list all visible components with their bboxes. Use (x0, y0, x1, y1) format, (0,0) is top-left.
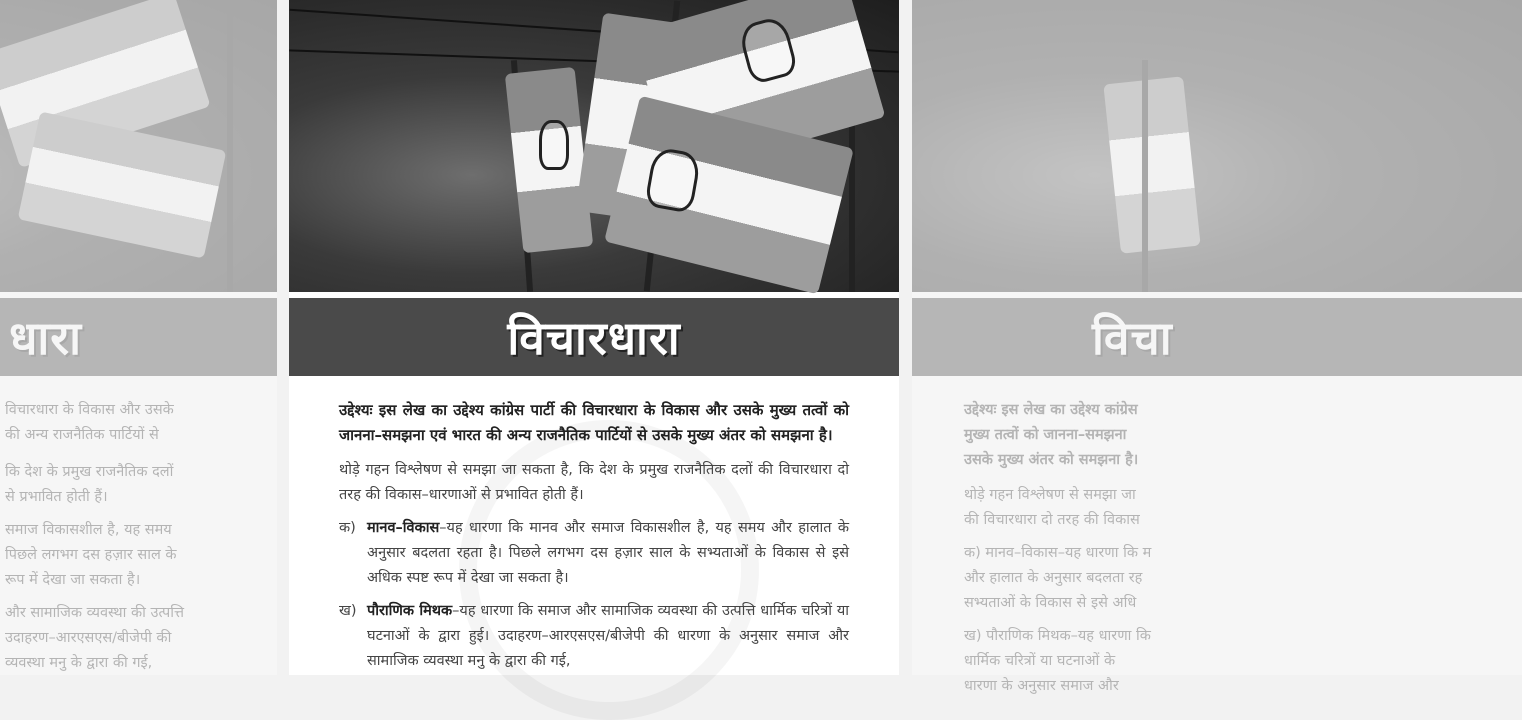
left-line: और सामाजिक व्यवस्था की उत्पत्ति (5, 605, 184, 621)
right-text (964, 398, 1204, 699)
left-line: समाज विकासशील है, यह समय (5, 522, 172, 538)
list-item-term: पौराणिक मिथक (367, 603, 453, 619)
list-item-text (367, 599, 849, 674)
right-line: थोड़े गहन विश्लेषण से समझा जा (964, 487, 1136, 503)
article-page (289, 0, 899, 675)
left-page-preview (0, 0, 277, 675)
heading-band (289, 298, 899, 376)
article-body (339, 398, 849, 682)
right-line: धार्मिक चरित्रों या घटनाओं के (964, 653, 1116, 669)
article-title: विचारधारा (507, 311, 681, 365)
right-line: और हालात के अनुसार बदलता रह (964, 570, 1143, 586)
left-line: पिछले लगभग दस हज़ार साल के (5, 547, 177, 563)
left-line: कि देश के प्रमुख राजनैतिक दलों (5, 464, 174, 480)
left-line: की अन्य राजनैतिक पार्टियों से (5, 427, 159, 443)
list-marker: ख) (339, 603, 357, 619)
list-item-description: –यह धारणा कि मानव और समाज विकासशील है, यह समय और हालात के अनुसार बदलता रहता है। पिछले लगभग दस हज़ार साल के सभ्यताओं के विकास से इसे अधिक स्पष्ट रूप में देखा जा सकता है। (367, 520, 849, 586)
right-page-preview (912, 0, 1522, 694)
right-heading-band (912, 298, 1522, 376)
left-line: व्यवस्था मनु के द्वारा की गई, (5, 655, 153, 671)
list-item-text (367, 516, 849, 591)
left-text (5, 398, 275, 676)
right-line: क) मानव–विकास–यह धारणा कि म (964, 545, 1152, 561)
right-line: ख) पौराणिक मिथक–यह धारणा कि (964, 628, 1151, 644)
right-flag-photo (912, 0, 1522, 292)
right-line: धारणा के अनुसार समाज और (964, 678, 1119, 694)
left-line: विचारधारा के विकास और उसके (5, 402, 174, 418)
list-marker: क) (339, 520, 356, 536)
right-line: उसके मुख्य अंतर को समझना है। (964, 452, 1139, 468)
right-line: सभ्यताओं के विकास से इसे अधि (964, 595, 1137, 611)
right-heading-fragment: विचा (1092, 311, 1173, 365)
flag-photo (289, 0, 899, 292)
list-item-term: मानव–विकास (367, 520, 440, 536)
right-line: मुख्य तत्वों को जानना–समझना (964, 427, 1127, 443)
objective-paragraph: उद्देश्यः इस लेख का उद्देश्य कांग्रेस पार्टी की विचारधारा के विकास और उसके मुख्य तत्वों को जानना–समझना एवं भारत की अन्य राजनैतिक पार्टियों से उसके मुख्य अंतर को समझना है। (339, 401, 849, 444)
left-line: उदाहरण–आरएसएस/बीजेपी की (5, 630, 172, 646)
list-item (339, 599, 849, 674)
intro-paragraph: थोड़े गहन विश्लेषण से समझा जा सकता है, कि देश के प्रमुख राजनैतिक दलों की विचारधारा दो तरह की विकास–धारणाओं से प्रभावित होती हैं। (339, 462, 849, 503)
hand-symbol (539, 120, 569, 170)
right-line: की विचारधारा दो तरह की विकास (964, 512, 1140, 528)
left-line: रूप में देखा जा सकता है। (5, 572, 141, 588)
left-flag-photo (0, 0, 277, 292)
list-item-description: –यह धारणा कि समाज और सामाजिक व्यवस्था की उत्पत्ति धार्मिक चरित्रों या घटनाओं के द्वारा हुई। उदाहरण–आरएसएस/बीजेपी की धारणा के अनुसार समाज और सामाजिक व्यवस्था मनु के द्वारा की गई, (367, 603, 849, 669)
left-heading-fragment: धारा (9, 311, 82, 365)
left-line: से प्रभावित होती हैं। (5, 489, 108, 505)
left-heading-band (0, 298, 277, 376)
right-line: उद्देश्यः इस लेख का उद्देश्य कांग्रेस (964, 402, 1138, 418)
list-item (339, 516, 849, 591)
